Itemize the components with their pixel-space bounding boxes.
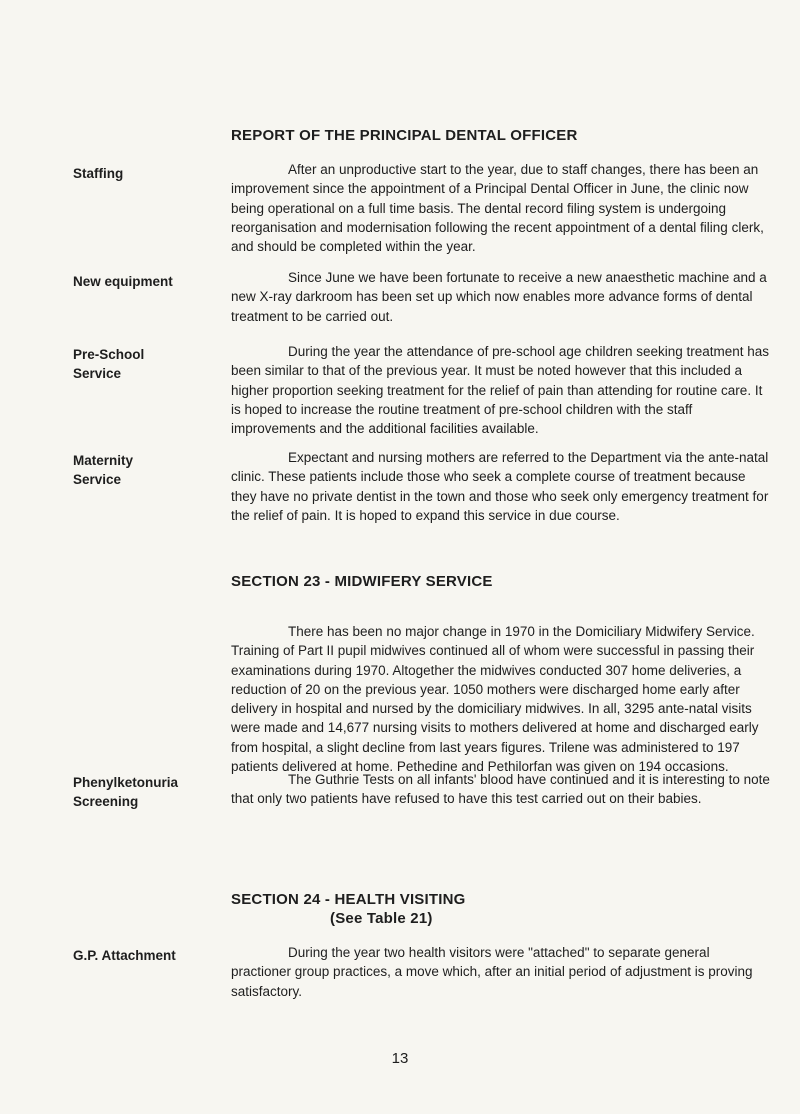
side-label-pre-school xyxy=(73,345,144,383)
paragraph-maternity xyxy=(231,448,771,525)
paragraph-gp-attachment xyxy=(231,943,771,1001)
side-label-phenylketonuria-line2: Screening xyxy=(73,794,139,809)
side-label-maternity-line2: Service xyxy=(73,472,122,487)
paragraph-phenylketonuria xyxy=(231,770,771,809)
paragraph-gp-attachment-text: During the year two health visitors were "attached" to separate general practioner group practices, a move which, after an initial period of adjustment is proving satisfactory. xyxy=(231,945,753,999)
side-label-phenylketonuria-line1: Phenylketonuria xyxy=(73,775,179,790)
side-label-pre-school-line1: Pre-School xyxy=(73,347,145,362)
paragraph-midwifery xyxy=(231,622,771,776)
side-label-staffing: Staffing xyxy=(73,166,124,181)
section-24-title: SECTION 24 - HEALTH VISITING xyxy=(231,891,466,908)
paragraph-midwifery-text: There has been no major change in 1970 in the Domiciliary Midwifery Service. Training of Part II pupil midwives continued all of whom were successful in passing their examinations during 1970. Altogether the midwives conducted 307 home deliveries, a reduction of 20 on the previous year. 1050 mothers were discharged home early after delivery in hospital and nursed by the domiciliary midwives. In all, 3295 ante-natal visits were made and 14,677 nursing visits to mothers delivered at home and discharged early from hospital, a slight decline from last years figures. Trilene was administered to 197 patients delivered at home. Pethedine and Pethilorfan was given on 194 occasions. xyxy=(231,624,759,775)
paragraph-phenylketonuria-text: The Guthrie Tests on all infants' blood have continued and it is interesting to note that only two patients have refused to have this test carried out on their babies. xyxy=(231,772,770,807)
report-title: REPORT OF THE PRINCIPAL DENTAL OFFICER xyxy=(231,127,578,144)
side-label-gp-attachment: G.P. Attachment xyxy=(73,948,176,963)
side-label-new-equipment: New equipment xyxy=(73,274,173,289)
section-24-subtitle: (See Table 21) xyxy=(330,910,433,927)
page-number: 13 xyxy=(391,1050,409,1067)
section-23-title: SECTION 23 - MIDWIFERY SERVICE xyxy=(231,573,493,590)
paragraph-new-equipment-text: Since June we have been fortunate to receive a new anaesthetic machine and a new X-ray darkroom has been set up which now enables more advance forms of dental treatment to be carried out. xyxy=(231,270,767,324)
side-label-maternity xyxy=(73,451,133,489)
paragraph-pre-school xyxy=(231,342,771,438)
paragraph-pre-school-text: During the year the attendance of pre-school age children seeking treatment has been similar to that of the previous year. It must be noted however that this included a higher proportion seeking treatment for the relief of pain than attending for routine care. It is hoped to increase the routine treatment of pre-school children with the staff improvements and the additional facilities available. xyxy=(231,344,770,437)
paragraph-staffing-text: After an unproductive start to the year, due to staff changes, there has been an improvement since the appointment of a Principal Dental Officer in June, the clinic now being operational on a full time basis. The dental record filing system is undergoing reorganisation and modernisation following the recent appointment of a dental filing clerk, and should be completed within the year. xyxy=(231,162,764,255)
paragraph-maternity-text: Expectant and nursing mothers are referred to the Department via the ante-natal clinic. These patients include those who seek a complete course of treatment because they have no private dentist in the town and those who seek only emergency treatment for the relief of pain. It is hoped to expand this service in due course. xyxy=(231,450,769,523)
paragraph-new-equipment xyxy=(231,268,771,326)
side-label-pre-school-line2: Service xyxy=(73,366,122,381)
side-label-phenylketonuria xyxy=(73,773,178,811)
side-label-maternity-line1: Maternity xyxy=(73,453,134,468)
paragraph-staffing xyxy=(231,160,771,256)
